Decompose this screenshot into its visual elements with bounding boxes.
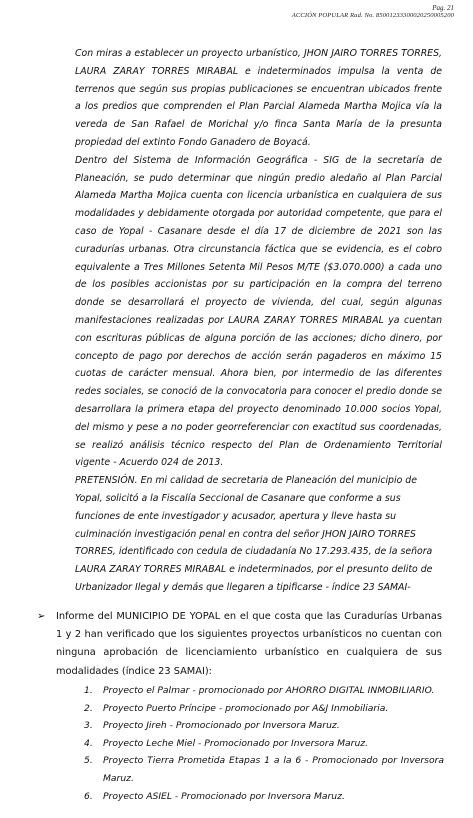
list-item — [84, 735, 444, 753]
case-radicado: ACCIÓN POPULAR Rad. No. 85001233300020250005200 — [291, 12, 454, 19]
list-item-number: 4. — [84, 737, 93, 749]
projects-list — [84, 682, 444, 805]
list-item-text: Proyecto el Palmar - promocionado por AHORRO DIGITAL INMOBILIARIO. — [103, 685, 435, 696]
list-item-number: 6. — [84, 790, 93, 802]
quoted-text-block — [75, 45, 442, 597]
list-item — [84, 752, 444, 787]
page-number: Pag. 21 — [432, 4, 454, 12]
quote-paragraph: PRETENSIÓN. En mi calidad de secretaria de Planeación del municipio de Yopal, solicitó a la Fiscalía Seccional de Casanare que conforme a sus funciones de ente investigador y acusador, apertura y lleve hasta su culminación investigación penal en contra del señor JHON JAIRO TORRES TORRES, identificado con cedula de ciudadanía No 17.293.435, de la señora LAURA ZARAY TORRES MIRABAL e indeterminados, por el presunto delito de Urbanizador Ilegal y demás que llegaren a tipificarse - índice 23 SAMAI- — [75, 475, 433, 593]
list-item-number: 1. — [84, 685, 93, 696]
list-item — [84, 717, 444, 735]
list-item-text: Proyecto Tierra Prometida Etapas 1 a la 6 - Promocionado por Inversora Maruz. — [103, 755, 444, 784]
list-item — [84, 682, 444, 700]
list-item-text: Proyecto ASIEL - Promocionado por Inversora Maruz. — [103, 790, 345, 802]
bullet-item — [37, 608, 442, 681]
list-item-number: 2. — [84, 702, 93, 714]
list-item — [84, 788, 444, 806]
arrow-bullet-icon: ➢ — [37, 611, 46, 622]
bullet-text: Informe del MUNICIPIO DE YOPAL en el que costa que las Curadurías Urbanas 1 y 2 han verificado que los siguientes proyectos urbanísticos no cuentan con ninguna aprobación de licenciamiento urbanístico en cualquiera de sus modalidades (índice 23 SAMAI): — [56, 611, 442, 677]
list-item — [84, 700, 444, 718]
list-item-number: 5. — [84, 755, 93, 767]
list-item-text: Proyecto Puerto Príncipe - promocionado por A&J Inmobiliaria. — [103, 702, 389, 714]
list-item-text: Proyecto Jireh - Promocionado por Inversora Maruz. — [103, 720, 340, 732]
list-item-number: 3. — [84, 720, 93, 732]
quote-paragraph: Dentro del Sistema de Información Geográfica - SIG de la secretaría de Planeación, se pudo determinar que ningún predio aledaño al Plan Parcial Alameda Martha Mojica cuenta con licencia urbanística en cualquiera de sus modalidades y debidamente otorgada por autoridad competente, que para el caso de Yopal - Casanare desde el día 17 de diciembre de 2021 son las curadurías urbanas. Otra circunstancia fáctica que se evidencia, es el cobro equivalente a Tres Millones Setenta Mil Pesos M/TE ($3.070.000) a cada uno de los posibles accionistas por su participación en la compra del terreno donde se desarrollará el proyecto de vivienda, del cual, según algunas manifestaciones realizadas por LAURA ZARAY TORRES MIRABAL ya cuentan con escrituras públicas de alguna porción de las acciones; dicho dinero, por concepto de pago por derechos de acción serán pagaderos en máximo 15 cuotas de carácter mensual. Ahora bien, por intermedio de las diferentes redes sociales, se conoció de la convocatoria para conocer el predio donde se desarrollara la primera etapa del proyecto denominado 10.000 socios Yopal, del mismo y pese a no poder georreferenciar con exactitud sus coordenadas, se realizó análisis técnico respecto del Plan de Ordenamiento Territorial vigente - Acuerdo 024 de 2013. — [75, 154, 442, 469]
list-item-text: Proyecto Leche Miel - Promocionado por Inversora Maruz. — [103, 737, 369, 749]
quote-paragraph: Con miras a establecer un proyecto urbanístico, JHON JAIRO TORRES TORRES, LAURA ZARAY TORRES MIRABAL e indeterminados impulsa la venta de terrenos que según sus propias publicaciones se encuentran ubicados frente a los predios que comprenden el Plan Parcial Alameda Martha Mojica vía la vereda de San Rafael de Morichal y/o finca Santa María de la presunta propiedad del extinto Fondo Ganadero de Boyacá. — [75, 48, 442, 148]
